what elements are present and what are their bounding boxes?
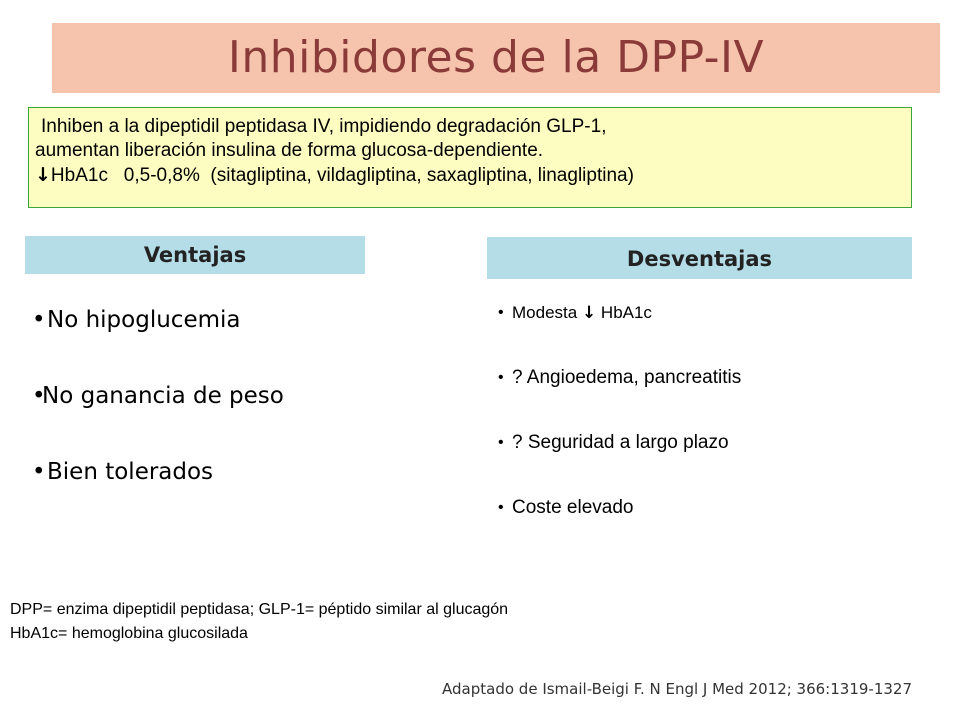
bullet-icon: •: [32, 459, 46, 485]
slide-title: Inhibidores de la DPP-IV: [227, 32, 765, 83]
citation: Adaptado de Ismail-Beigi F. N Engl J Med 2012; 366:1319-1327: [442, 680, 912, 698]
bullet-icon: •: [498, 369, 504, 386]
bullet-icon: •: [498, 304, 504, 321]
bullet-icon: •: [498, 499, 504, 516]
bullet-icon: •: [32, 383, 46, 409]
down-arrow-icon: ↓: [581, 303, 597, 323]
ventajas-header: Ventajas: [25, 236, 365, 274]
footnote-line-2: HbA1c= hemoglobina glucosilada: [10, 625, 248, 642]
footnote-line-1: DPP= enzima dipeptidil peptidasa; GLP-1= péptido similar al glucagón: [10, 601, 509, 618]
bullet-icon: •: [498, 434, 504, 451]
footnote: [10, 598, 508, 646]
summary-box: [28, 107, 912, 208]
bullet-icon: •: [32, 307, 46, 333]
summary-line-3-text: HbA1c 0,5-0,8% (sitagliptina, vildagliptina, saxagliptina, linagliptina): [50, 165, 634, 186]
summary-line-3: [35, 163, 905, 188]
summary-line-1: Inhiben a la dipeptidil peptidasa IV, impidiendo degradación GLP-1,: [41, 116, 607, 137]
desventajas-header: Desventajas: [487, 237, 912, 279]
down-arrow-icon: ↓: [35, 164, 51, 186]
summary-line-2: aumentan liberación insulina de forma glucosa-dependiente.: [35, 140, 544, 161]
